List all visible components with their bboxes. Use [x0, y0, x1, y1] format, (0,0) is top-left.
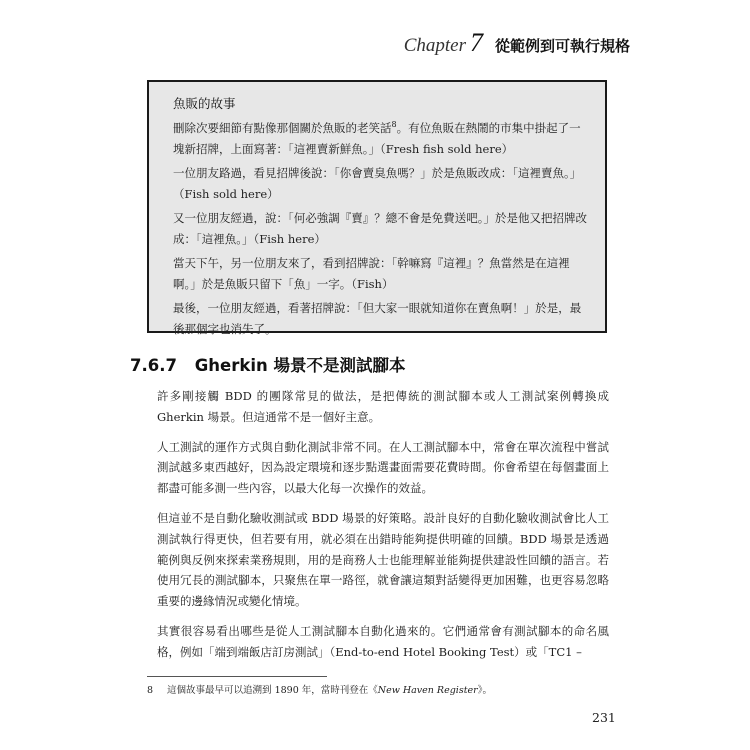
section-title: Gherkin 場景不是測試腳本	[194, 356, 406, 375]
page-number: 231	[592, 710, 616, 725]
running-header	[404, 28, 630, 58]
sidebar-paragraph: 一位朋友路過，看見招牌後說：「你會賣臭魚嗎？」於是魚販改成：「這裡賣魚。」（Fish sold here）	[173, 166, 582, 201]
body-paragraph: 許多剛接觸 BDD 的團隊常見的做法，是把傳統的測試腳本或人工測試案例轉換成 Gherkin 場景。但這通常不是一個好主意。	[157, 389, 609, 424]
sidebar-paragraph: 刪除次要細節有點像那個關於魚販的老笑話$^8$。有位魚販在熱鬧的市集中掛起了一塊新招牌，上面寫著：「這裡賣新鮮魚。」（Fresh fish sold here）	[173, 120, 581, 156]
footnote-number: 8	[147, 685, 154, 696]
sidebar-paragraph: 當天下午，另一位朋友來了，看到招牌說：「幹嘛寫『這裡』？魚當然是在這裡啊。」於是魚販只留下「魚」一字。（Fish）	[173, 256, 570, 291]
body-paragraph: 其實很容易看出哪些是從人工測試腳本自動化過來的。它們通常會有測試腳本的命名風格，例如「端到端飯店訂房測試」（End-to-end Hotel Booking Test）或「TC1 –	[157, 623, 609, 659]
publication-name: New Haven Register	[377, 685, 478, 696]
section-heading	[130, 352, 405, 376]
chapter-number: 7	[469, 28, 483, 57]
section-number: 7.6.7	[130, 356, 177, 375]
chapter-label: Chapter	[403, 35, 466, 56]
chapter-title: 從範例到可執行規格	[494, 37, 630, 55]
body-paragraph: 人工測試的運作方式與自動化測試非常不同。在人工測試腳本中，常會在單次流程中嘗試測試越多東西越好，因為設定環境和逐步點選畫面需要花費時間。你會希望在每個畫面上都盡可能多測一些內容，以最大化每一次操作的效益。	[157, 439, 609, 496]
footnote-marker[interactable]: 8	[391, 120, 397, 130]
footnote-divider	[147, 676, 327, 677]
sidebar-box	[147, 80, 607, 336]
sidebar-paragraph: 最後，一位朋友經過，看著招牌說：「但大家一眼就知道你在賣魚啊！」於是，最後那個字也消失了。	[173, 301, 582, 336]
body-paragraph: 但這並不是自動化驗收測試或 BDD 場景的好策略。設計良好的自動化驗收測試會比人工測試執行得更快，但若要有用，就必須在出錯時能夠提供明確的回饋。BDD 場景是透過範例與反例來探索業務規則，用的是商務人士也能理解並能夠提供建設性回饋的語言。若使用冗長的測試腳本，只聚焦在單一路徑，就會讓這類對話變得更加困難，也更容易忽略重要的邊緣情況或變化情境。	[157, 510, 609, 609]
body-text	[157, 386, 609, 672]
footnote: 8 這個故事最早可以追溯到 1890 年，當時刊登在《New Haven Register》。	[147, 685, 492, 696]
sidebar-paragraph: 又一位朋友經過，說：「何必強調『賣』？總不會是免費送吧。」於是他又把招牌改成：「這裡魚。」（Fish here）	[173, 211, 587, 246]
sidebar-title: 魚販的故事	[173, 96, 236, 111]
